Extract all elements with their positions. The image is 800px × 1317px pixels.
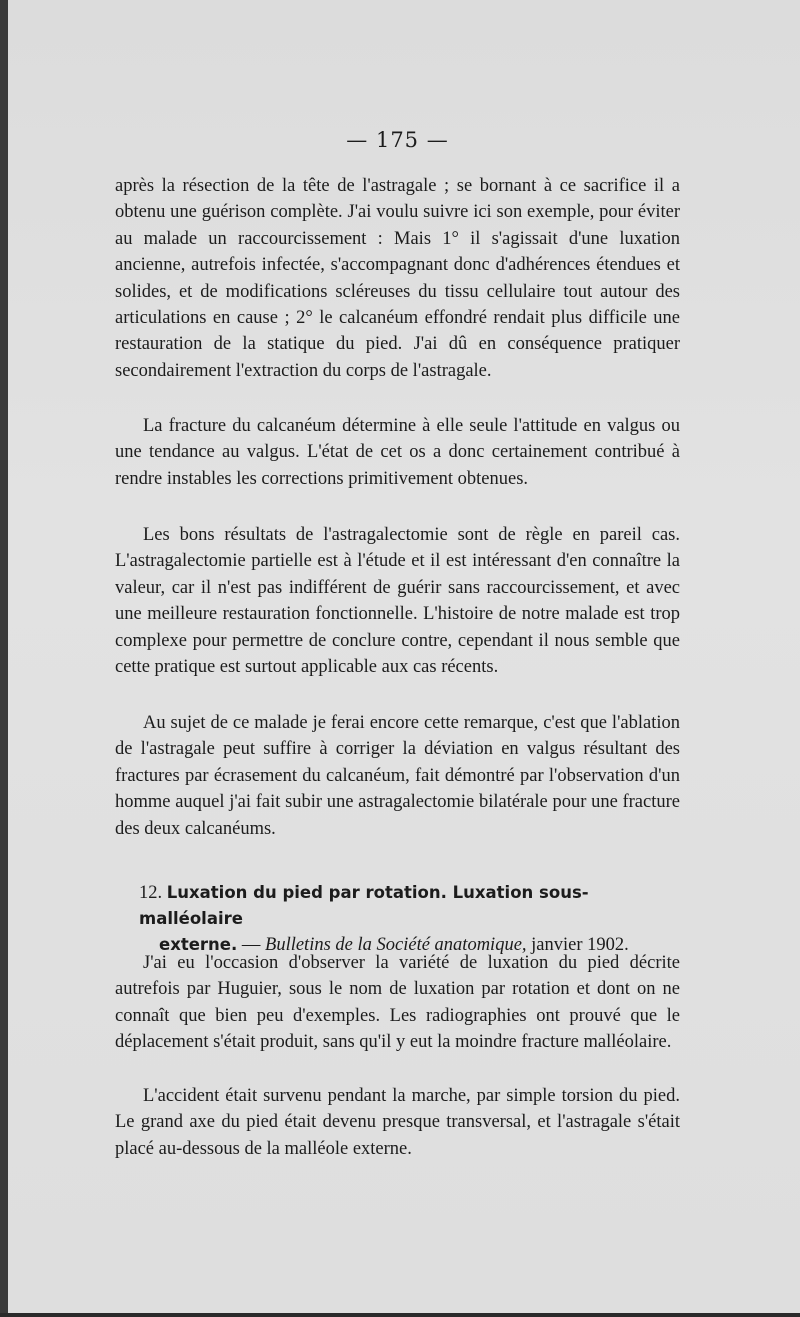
paragraph-text: La fracture du calcanéum détermine à elle seule l'attitude en valgus ou une tendance au valgus. L'état de cet os a donc certainement contribué à rendre instables les corrections primitivement obtenues.	[115, 416, 680, 489]
section-title-part2: externe.	[159, 935, 238, 954]
section-dash: —	[237, 935, 266, 955]
section-paragraph-2	[115, 1083, 680, 1162]
page-number: — 175 —	[346, 128, 449, 152]
section-title-part1: Luxation du pied par rotation. Luxation sous-malléolaire	[139, 883, 589, 928]
paragraph-4	[115, 710, 680, 842]
section-number: 12.	[139, 883, 163, 903]
paragraph-1	[115, 173, 680, 384]
paragraph-text: L'accident était survenu pendant la marche, par simple torsion du pied. Le grand axe du pied était devenu presque transversal, et l'astragale s'était placé au-dessous de la malléole externe.	[115, 1086, 680, 1159]
section-heading	[139, 880, 669, 958]
paragraph-text: J'ai eu l'occasion d'observer la variété de luxation du pied décrite autrefois par Huguier, sous le nom de luxation par rotation et dont on ne connaît que bien peu d'exemples. Les radiographies ont prouvé que le déplacement s'était produit, sans qu'il y eut la moindre fracture malléolaire.	[115, 953, 680, 1053]
paragraph-text: Les bons résultats de l'astragalectomie sont de règle en pareil cas. L'astragalectomie partielle est à l'étude et il est intéressant d'en connaître la valeur, car il n'est pas indifférent de guérir sans raccourcissement, et avec une meilleure restauration fonctionnelle. L'histoire de notre malade est trop complexe pour permettre de conclure contre, cependant il nous semble que cette pratique est surtout applicable aux cas récents.	[115, 525, 680, 678]
paragraph-text: Au sujet de ce malade je ferai encore cette remarque, c'est que l'ablation de l'astragale peut suffire à corriger la déviation en valgus résultant des fractures par écrasement du calcanéum, fait démontré par l'observation d'un homme auquel j'ai fait subir une astragalectomie bilatérale pour une fracture des deux calcanéums.	[115, 713, 680, 839]
section-source: Bulletins de la Société anatomique,	[265, 935, 527, 955]
scan-edge	[0, 1313, 800, 1317]
section-date: janvier 1902.	[526, 935, 629, 955]
section-paragraph-1	[115, 950, 680, 1056]
paragraph-2	[115, 413, 680, 492]
book-page	[8, 0, 800, 1313]
paragraph-3	[115, 522, 680, 680]
paragraph-text: après la résection de la tête de l'astragale ; se bornant à ce sacrifice il a obtenu une guérison complète. J'ai voulu suivre ici son exemple, pour éviter au malade un raccourcissement : Mais 1° il s'agissait d'une luxation ancienne, autrefois infectée, s'accompagnant donc d'adhérences étendues et solides, et de modifications scléreuses du tissu cellulaire tout autour des articulations en cause ; 2° le calcanéum effondré rendait plus difficile une restauration de la statique du pied. J'ai dû en conséquence pratiquer secondairement l'extraction du corps de l'astragale.	[115, 176, 680, 381]
